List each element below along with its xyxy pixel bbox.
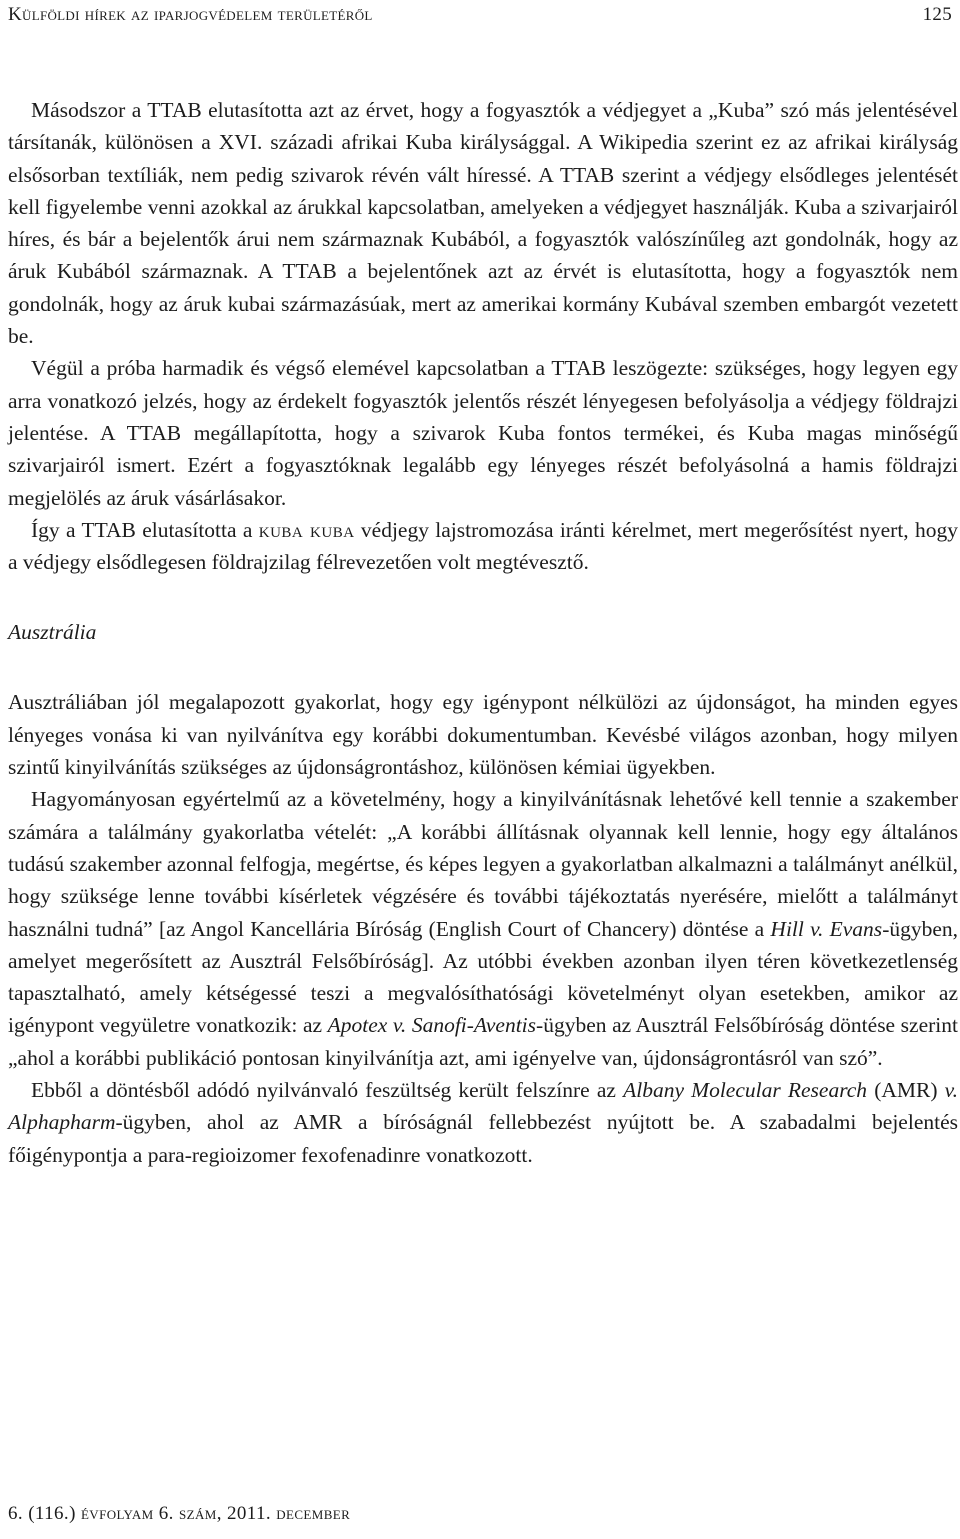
case-name: Hill v. Evans	[770, 916, 883, 941]
paragraph-kuba-meaning: Másodszor a TTAB elutasította azt az érvet, hogy a fogyasztók a védjegyet a „Kuba” szó más jelentésével társítanák, különösen a XVI. századi afrikai Kuba királysággal. A Wikipedia szerint ez az afrikai királyság elsősorban textíliák, nem pedig szivarok révén vált híressé. A TTAB szerint a védjegy elsődleges jelentését kell figyelembe venni azokkal az árukkal kapcsolatban, amelyeken a védjegyet használják. Kuba a szivarjairól híres, és bár a bejelentők árui nem származnak Kubából, a fogyasztók valószínűleg azt gondolnák, hogy az áruk Kubából származnak. A TTAB a bejelentőnek azt az érvét is elutasította, hogy a fogyasztók nem gondolnák, hogy az áruk kubai származásúak, mert az amerikai kormány Kubával szemben embargót vezetett be.	[8, 98, 958, 349]
running-header	[8, 4, 952, 28]
section-heading: Ausztrália	[8, 620, 97, 645]
paragraph-third-element: Végül a próba harmadik és végső elemével kapcsolatban a TTAB leszögezte: szükséges, hogy legyen egy arra vonatkozó jelzés, hogy az érdekelt fogyasztók jelentős részét lényegesen befolyásolja a védjegy földrajzi jelentése. A TTAB megállapította, hogy a szivarok Kuba fontos termékei, és Kuba magas minőségű szivarjairól ismert. Ezért a fogyasztóknak legalább egy lényeges részét befolyásolná a hamis földrajzi megjelölés az áruk vásárlásakor.	[8, 356, 958, 510]
footer-issue: 6. (116.)	[8, 1503, 81, 1524]
page-footer	[8, 1503, 350, 1525]
paragraph-ttab-decision	[8, 514, 958, 579]
case-name: v. Alphapharm	[8, 1078, 958, 1135]
article-body	[8, 94, 958, 1171]
paragraph-text: -ügyben, amelyet megerősített az Ausztrál Felsőbíróság]. Az utóbbi években azonban ilyen téren következetlenség tapasztalható, amely kétségessé teszi a megvalósíthatósági követelményt olyan esetekben, amikor az igénypont vegyületre vonatkozik: az	[8, 916, 959, 1038]
paragraph-text: -ügyben, ahol az AMR a bíróságnál fellebbezést nyújtott be. A szabadalmi bejelentés főigénypontja a para-regioizomer fexofenadinre vonatkozott.	[8, 1110, 958, 1167]
trademark-name: kuba kuba	[258, 517, 355, 542]
case-name: Apotex v. Sanofi-Aventis	[327, 1013, 537, 1038]
paragraph-text: Hagyományosan egyértelmű az a követelmény, hogy a kinyilvánításnak lehetővé kell tennie a szakember számára a találmány gyakorlatba vételét: „A korábbi állításnak olyannak kell lennie, hogy egy általános tudású szakember azonnal felfogja, megértse, és képes legyen a gyakorlatban alkalmazni a találmányt anélkül, hogy szüksége lenne további kísérletek végzésére és további tájékoztatás nyerésére, mielőtt a találmányt használni tudná” [az Angol Kancellária Bíróság (English Court of Chancery) döntése a	[8, 787, 958, 941]
paragraph-text: védjegy lajstromozása iránti kérelmet, mert megerősítést nyert, hogy a védjegy elsődlegesen földrajzilag félrevezetően volt megtévesztő.	[8, 517, 959, 575]
page-number: 125	[922, 4, 952, 25]
paragraph-text: Így a TTAB elutasította a	[31, 517, 259, 542]
paragraph-australia-intro: Ausztráliában jól megalapozott gyakorlat, hogy egy igénypont nélkülözi az újdonságot, ha minden egyes lényeges vonása ki van nyilvánítva egy korábbi dokumentumban. Kevésbé világos azonban, hogy milyen szintű kinyilvánítás szükséges az újdonságrontáshoz, különösen kémiai ügyekben.	[8, 690, 958, 780]
footer-volume: évfolyam 6. szám, 2011. december	[80, 1503, 351, 1524]
journal-section-title: Külföldi hírek az iparjogvédelem területéről	[8, 4, 373, 25]
case-name: Albany Molecular Research	[623, 1078, 868, 1103]
paragraph-amr-case	[8, 1074, 958, 1171]
paragraph-enablement	[8, 783, 958, 1074]
paragraph-text: Ebből a döntésből adódó nyilvánvaló feszültség került felszínre az	[31, 1078, 624, 1103]
paragraph-text: -ügyben az Ausztrál Felsőbíróság döntése szerint „ahol a korábbi publikáció pontosan kinyilvánítja azt, ami igényelve van, újdonságrontásról van szó”.	[8, 1013, 958, 1070]
paragraph-text: (AMR)	[867, 1078, 945, 1103]
